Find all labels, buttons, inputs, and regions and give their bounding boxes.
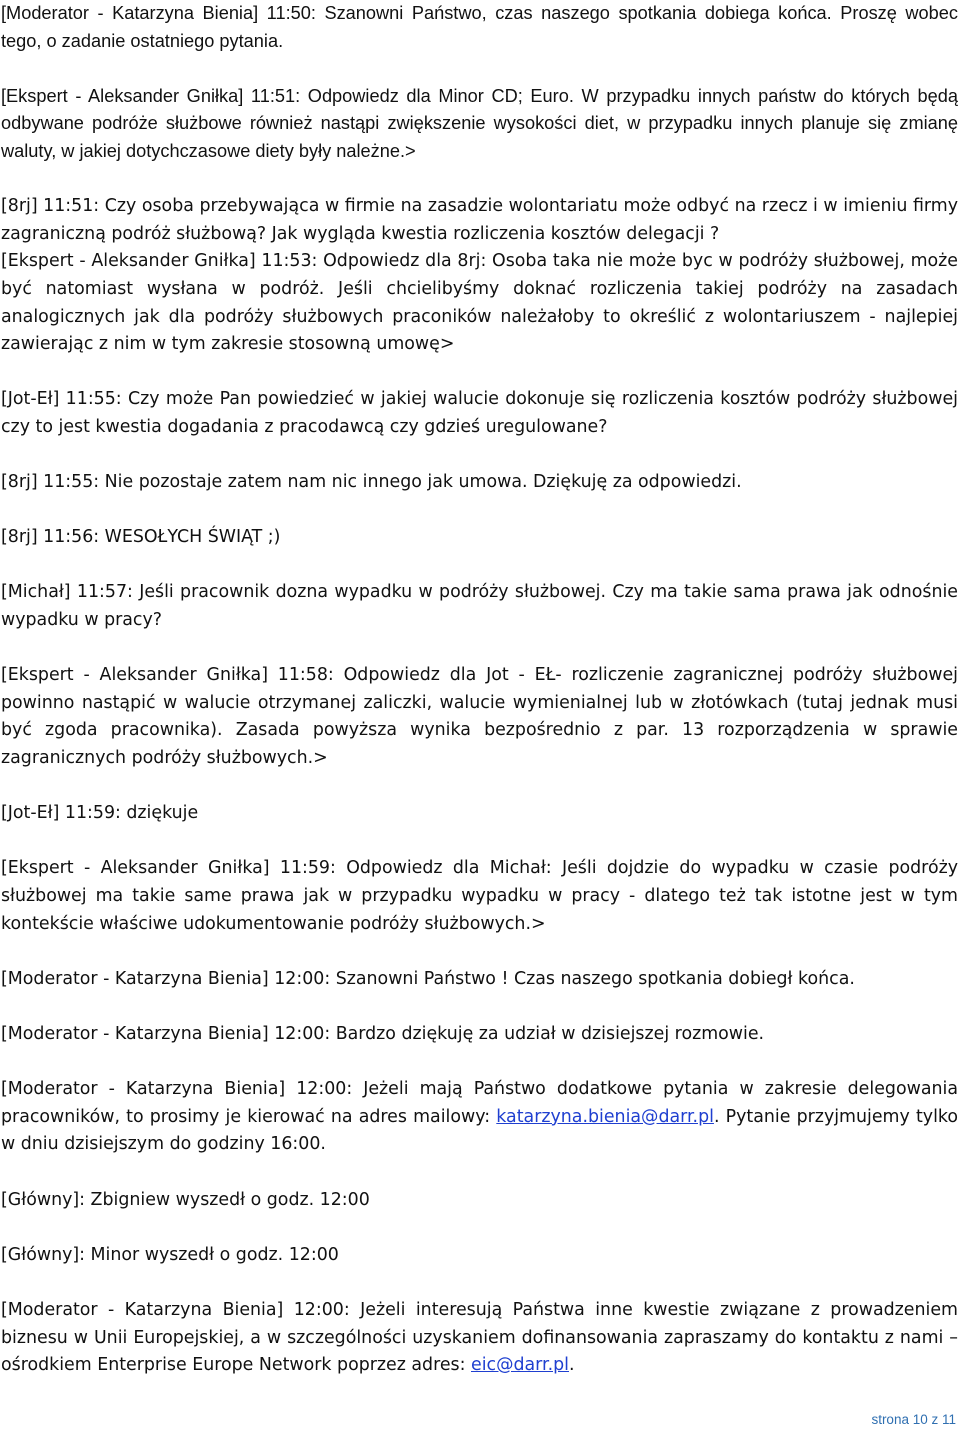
chat-message-moderator-1200-d	[1, 1297, 958, 1380]
message-text: .	[568, 1355, 575, 1376]
chat-message-moderator-1200-c	[1, 1076, 958, 1159]
chat-message-8rj-1156: [8rj] 11:56: WESOŁYCH ŚWIĄT ;)	[1, 527, 281, 548]
email-link[interactable]: eic@darr.pl	[471, 1355, 569, 1376]
chat-message-jotel-1155: [Jot-Eł] 11:55: Czy może Pan powiedzieć w jakiej walucie dokonuje się rozliczenia kosztów podróży służbowej czy to jest kwestia dogadania z pracodawcą czy gdzieś uregulowane?	[1, 389, 958, 437]
chat-message-moderator-1200-a: [Moderator - Katarzyna Bienia] 12:00: Szanowni Państwo ! Czas naszego spotkania dobiegł końca.	[1, 968, 855, 989]
email-link[interactable]: katarzyna.bienia@darr.pl	[496, 1106, 714, 1127]
chat-message-jotel-1159: [Jot-Eł] 11:59: dziękuje	[1, 803, 199, 824]
message-text: [Moderator - Katarzyna Bienia] 12:00: Jeżeli mają Państwo dodatkowe pytania w zakresie delegowania pracowników, to prosimy je kierować na adres mailowy:	[1, 1079, 958, 1127]
chat-message-8rj-1155: [8rj] 11:55: Nie pozostaje zatem nam nic innego jak umowa. Dziękuję za odpowiedzi.	[1, 472, 742, 493]
chat-message-expert-1151: [Ekspert - Aleksander Gniłka] 11:51: Odpowiedz dla Minor CD; Euro. W przypadku innych państw do których będą odbywane podróże służbowe również nastąpi zwiększenie wysokości diet, w przypadku innych planuje się zmianę waluty, w jakiej dotychczasowe diety były należne.>	[1, 85, 958, 161]
page-number: strona 10 z 11	[871, 1412, 956, 1427]
chat-message-system-minor: [Główny]: Minor wyszedł o godz. 12:00	[1, 1244, 339, 1265]
message-text: . Pytanie przyjmujemy tylko w dniu dzisiejszym do godziny 16:00.	[1, 1106, 958, 1155]
chat-message-expert-1153: [Ekspert - Aleksander Gniłka] 11:53: Odpowiedz dla 8rj: Osoba taka nie może byc w podróży służbowej, może być natomiast wysłana w podróż. Jeśli chcielibyśmy doknać rozliczenia takiej podróży na zasadach analogicznych jak dla podróży służbowych praconików należałoby to określić z wolontariuszem - najlepiej zawierając z nim w tym zakresie stosowną umowę>	[1, 251, 958, 355]
chat-message-expert-1159: [Ekspert - Aleksander Gniłka] 11:59: Odpowiedz dla Michał: Jeśli dojdzie do wypadku w czasie podróży służbowej ma takie same prawa jak w przypadku wypadku w pracy - dlatego też tak istotne jest w tym kontekście właściwe udokumentowanie podróży służbowych.>	[1, 858, 958, 934]
chat-message-michal-1157: [Michał] 11:57: Jeśli pracownik dozna wypadku w podróży służbowej. Czy ma takie sama prawa jak odnośnie wypadku w pracy?	[1, 582, 958, 631]
message-text: [Moderator - Katarzyna Bienia] 12:00: Jeżeli interesują Państwa inne kwestie związane z prowadzeniem biznesu w Unii Europejskiej, a w szczególności uzyskaniem dofinansowania zapraszamy do kontaktu z nami – ośrodkiem Enterprise Europe Network poprzez adres:	[1, 1299, 958, 1376]
chat-message-expert-1158: [Ekspert - Aleksander Gniłka] 11:58: Odpowiedz dla Jot - EŁ- rozliczenie zagranicznej podróży służbowej powinno nastąpić w walucie otrzymanej zaliczki, walucie wymienialnej lub w złotówkach (tutaj jednak musi być zgoda pracownika). Zasada powyższa wynika bezpośrednio z par. 13 rozporządzenia w sprawie zagranicznych podróży służbowych.>	[1, 665, 958, 769]
chat-message-system-zbigniew: [Główny]: Zbigniew wyszedł o godz. 12:00	[1, 1189, 370, 1210]
chat-message-8rj-1151: [8rj] 11:51: Czy osoba przebywająca w firmie na zasadzie wolontariatu może odbyć na rzecz i w imieniu firmy zagraniczną podróż służbową? Jak wygląda kwestia rozliczenia kosztów delegacji ?	[1, 196, 958, 244]
chat-message-moderator-1150: [Moderator - Katarzyna Bienia] 11:50: Szanowni Państwo, czas naszego spotkania dobiega końca. Proszę wobec tego, o zadanie ostatniego pytania.	[1, 3, 958, 51]
chat-message-moderator-1200-b: [Moderator - Katarzyna Bienia] 12:00: Bardzo dziękuję za udział w dzisiejszej rozmowie.	[1, 1023, 765, 1044]
